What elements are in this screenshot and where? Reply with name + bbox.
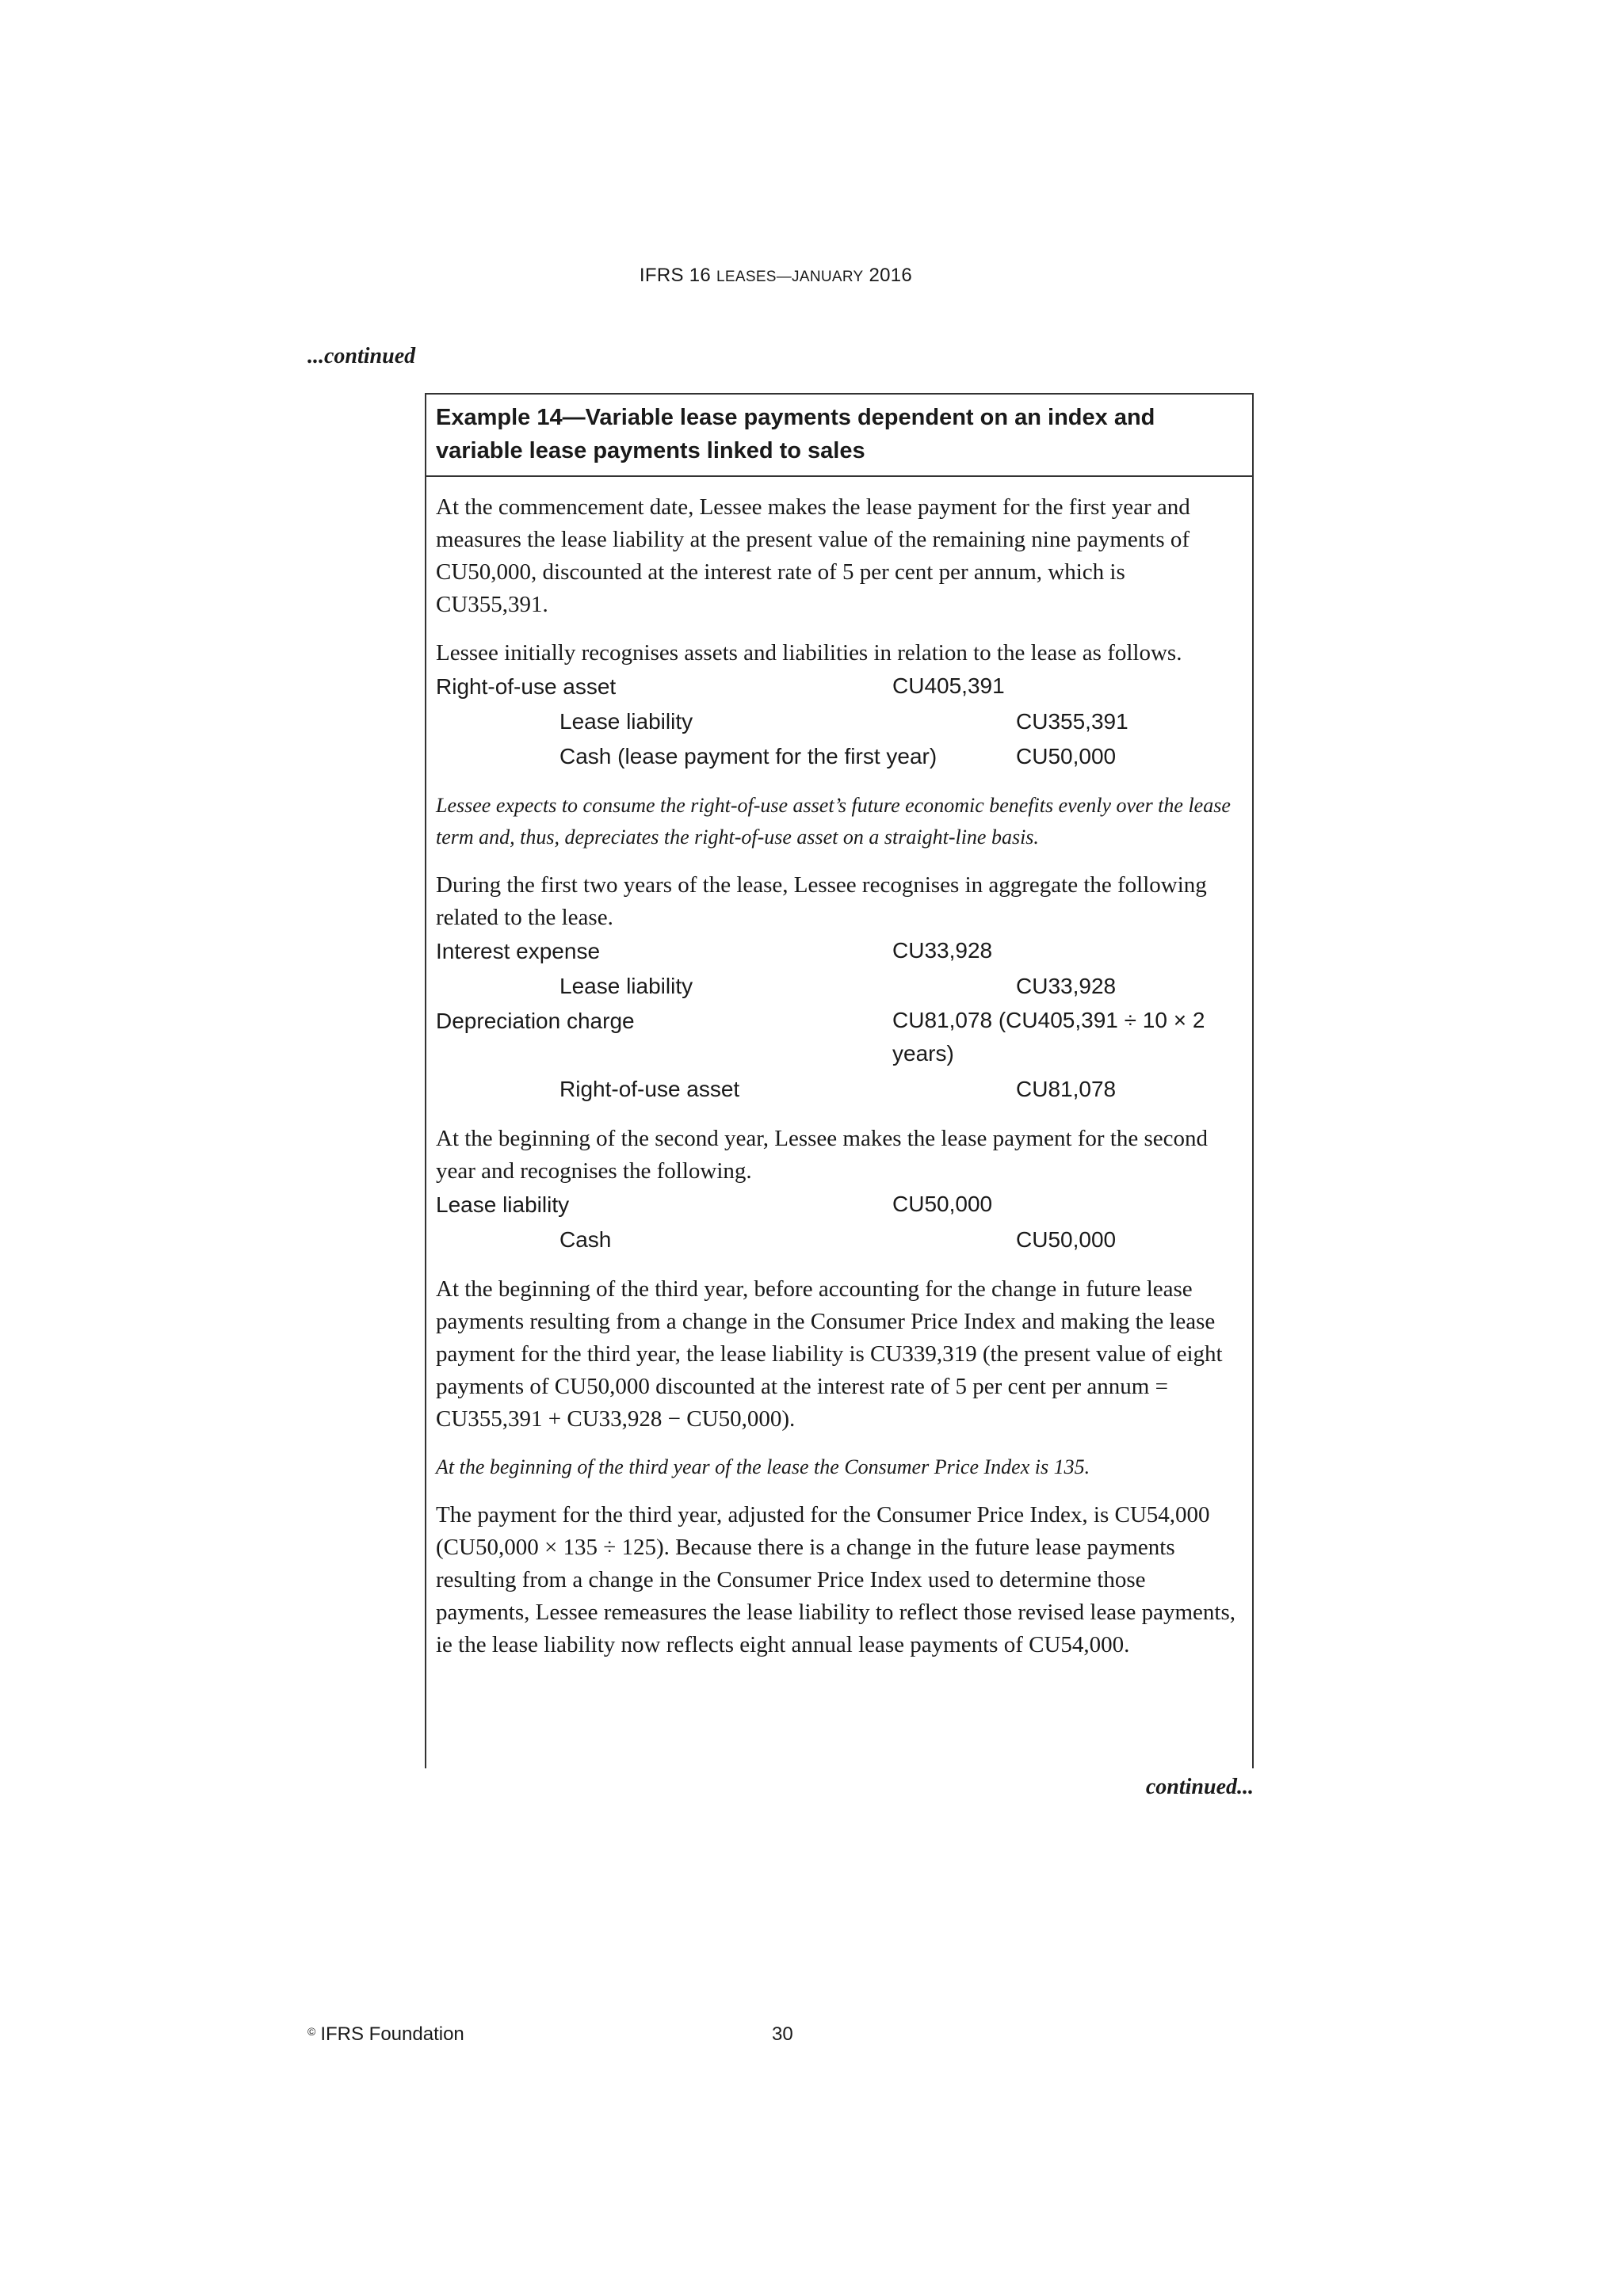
journal-account: Cash (lease payment for the first year) [559,744,938,769]
journal-row [436,739,1243,774]
journal-row [436,969,1243,1004]
footer-org: IFRS Foundation [320,2023,464,2045]
paragraph-first-two-years: During the first two years of the lease, Lessee recognises in aggregate the following related to the lease. [436,872,1207,930]
journal-credit: CU50,000 [1016,1227,1117,1252]
running-head-subtitle: LEASES—JANUARY [716,269,864,285]
paragraph-depreciation-note: Lessee expects to consume the right-of-use asset’s future economic benefits evenly over the lease term and, thus, depreciates the right-of-use asset on a straight-line basis. [436,794,1231,849]
journal-debit: CU81,078 (CU405,391 ÷ 10 × 2 years) [892,1008,1205,1066]
paragraph-commencement: At the commencement date, Lessee makes the lease payment for the first year and measures the lease liability at the present value of the remaining nine payments of CU50,000, discounted at the interest rate of 5 per cent per annum, which is CU355,391. [436,494,1190,617]
journal-account: Right-of-use asset [436,674,617,699]
journal-row [436,934,1243,969]
paragraph-initial-recognition: Lessee initially recognises assets and liabilities in relation to the lease as follows. [436,640,1182,666]
journal-account: Lease liability [559,974,693,998]
copyright-symbol: © [307,2025,316,2038]
journal-debit: CU405,391 [892,673,1005,698]
journal-row [436,1072,1243,1107]
paragraph-third-year-payment: The payment for the third year, adjusted for the Consumer Price Index, is CU54,000 (CU50,000 × 135 ÷ 125). Because there is a change in the future lease payments resulting from a change in the Consumer Price Index used to determine those payments, Lessee remeasures the lease liability to reflect those revised lease payments, ie the lease liability now reflects eight annual lease payments of CU54,000. [436,1502,1235,1657]
journal-credit: CU33,928 [1016,974,1117,998]
journal-account: Interest expense [436,939,601,963]
journal-row [436,1188,1243,1222]
journal-entry-second-year [436,1188,1243,1257]
example-title [426,395,1252,477]
journal-account: Lease liability [559,709,693,734]
journal-row [436,1222,1243,1257]
running-head-title: IFRS 16 [639,265,717,286]
running-head-year: 2016 [863,265,913,286]
journal-account: Depreciation charge [436,1009,635,1033]
paragraph-cpi-note: At the beginning of the third year of the lease the Consumer Price Index is 135. [436,1455,1090,1478]
journal-row [436,1004,1243,1072]
journal-row [436,669,1243,704]
footer-copyright [307,2023,464,2046]
page-number: 30 [772,2023,793,2045]
journal-debit: CU50,000 [892,1192,993,1216]
journal-debit: CU33,928 [892,938,993,963]
journal-account: Right-of-use asset [559,1077,740,1101]
example-title-line-2: variable lease payments linked to sales [436,438,865,463]
example-box [425,393,1254,1768]
journal-account: Cash [559,1227,612,1252]
journal-credit: CU81,078 [1016,1077,1117,1101]
journal-account: Lease liability [436,1192,570,1217]
journal-entry-initial [436,669,1243,774]
journal-credit: CU50,000 [1016,744,1117,769]
journal-row [436,704,1243,739]
journal-credit: CU355,391 [1016,709,1128,734]
continued-marker-bottom: continued... [1145,1775,1254,1799]
paragraph-third-year-liability: At the beginning of the third year, before accounting for the change in future lease payments resulting from a change in the Consumer Price Index and making the lease payment for the third year, the lease liability is CU339,319 (the present value of eight payments of CU50,000 discounted at the interest rate of 5 per cent per annum = CU355,391 + CU33,928 − CU50,000). [436,1276,1223,1432]
running-head [0,265,1552,287]
paragraph-second-year: At the beginning of the second year, Lessee makes the lease payment for the second year and recognises the following. [436,1126,1209,1184]
journal-entry-first-two-years [436,934,1243,1107]
example-title-line-1: Example 14—Variable lease payments dependent on an index and [436,405,1155,430]
continued-marker-top: ...continued [307,344,416,368]
